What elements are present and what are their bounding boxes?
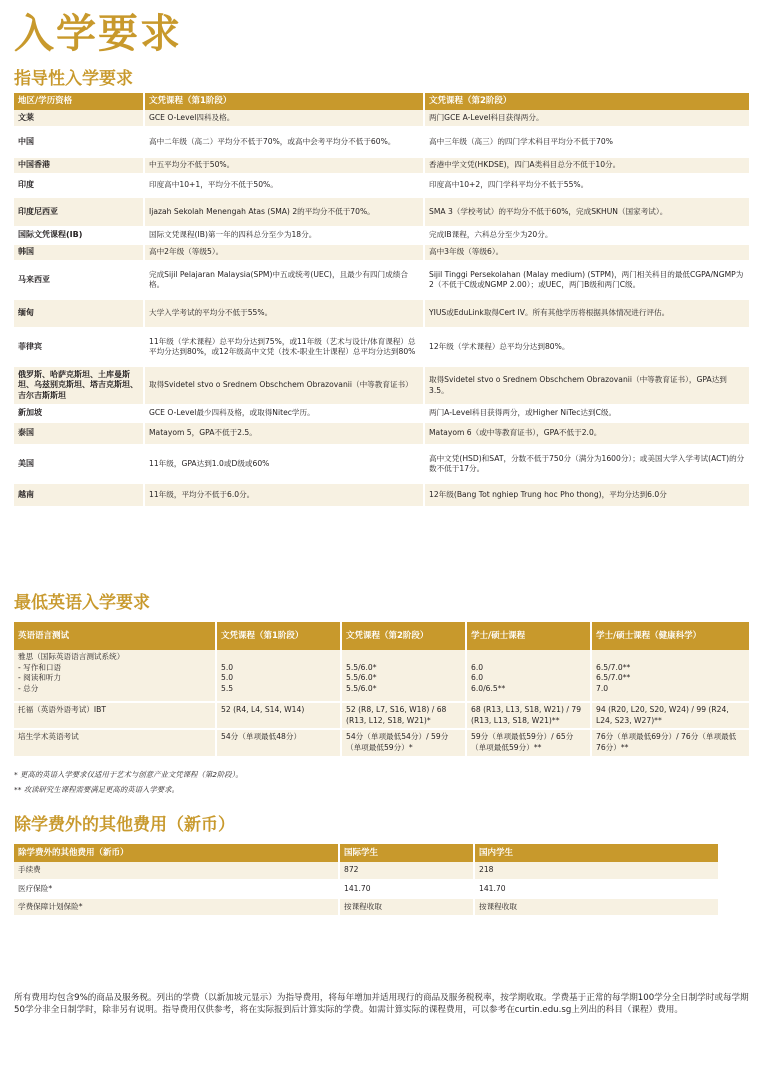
guide-row	[14, 174, 749, 197]
guide-stage2: 高中文凭(HSD)和SAT，分数不低于750分（满分为1600分）；或美国大学入学考试(ACT)的分数不低于17分。	[424, 445, 749, 483]
guide-stage2: 高中三年级（高三）的四门学术科目平均分不低于70%	[424, 127, 749, 157]
guide-stage1: 高中二年级（高二）平均分不低于70%，或高中会考平均分不低于60%。	[144, 127, 424, 157]
guide-stage1: GCE O-Level四科及格。	[144, 110, 424, 127]
guide-row	[14, 483, 749, 507]
english-col-bachelor: 学士/硕士课程	[466, 622, 591, 650]
guide-row	[14, 328, 749, 366]
guide-stage2: 12年级(Bang Tot nghiep Trung hoc Pho thong)，平均分达到6.0分	[424, 483, 749, 507]
guide-stage2: Matayom 6（或中等教育证书），GPA不低于2.0。	[424, 422, 749, 445]
fees-local: 141.70	[474, 880, 718, 898]
guide-region: 中国香港	[14, 157, 144, 174]
guide-stage2: 香港中学文凭(HKDSE)，四门A类科目总分不低于10分。	[424, 157, 749, 174]
fees-table	[14, 844, 718, 917]
guide-row	[14, 422, 749, 445]
fees-heading: 除学费外的其他费用（新币）	[14, 815, 235, 835]
english-note-2: ** 攻读研究生课程需要满足更高的英语入学要求。	[14, 785, 179, 794]
guide-stage1: Ijazah Sekolah Menengah Atas (SMA) 2的平均分不低于70%。	[144, 197, 424, 227]
guide-stage2: 取得Svidetel stvo o Srednem Obschchem Obrazovanii（中等教育证书），GPA达到3.5。	[424, 366, 749, 405]
english-health: 76分（单项最低69分）/ 76分（单项最低76分）**	[591, 729, 749, 757]
english-row	[14, 650, 749, 702]
english-stage1: 54分（单项最低48分）	[216, 729, 341, 757]
english-col-test: 英语语言测试	[14, 622, 216, 650]
guide-region: 文莱	[14, 110, 144, 127]
guide-stage1: 中五平均分不低于50%。	[144, 157, 424, 174]
guide-stage1: 高中2年级（等级5）。	[144, 244, 424, 261]
guide-stage2: YIUS或EduLink取得Cert IV。所有其他学历将根据具体情况进行评估。	[424, 299, 749, 328]
guide-region: 马来西亚	[14, 261, 144, 299]
guide-row	[14, 127, 749, 157]
english-stage1: 52 (R4, L4, S14, W14)	[216, 702, 341, 729]
guide-row	[14, 405, 749, 422]
english-stage2: 5.5/6.0* 5.5/6.0* 5.5/6.0*	[341, 650, 466, 702]
guide-region: 泰国	[14, 422, 144, 445]
english-test: 培生学术英语考试	[14, 729, 216, 757]
guide-heading: 指导性入学要求	[14, 69, 133, 89]
guide-region: 新加坡	[14, 405, 144, 422]
english-note-1: * 更高的英语入学要求仅适用于艺术与创意产业文凭课程（第2阶段）。	[14, 770, 243, 779]
guide-stage2: Sijil Tinggi Persekolahan (Malay medium) (STPM)，两门相关科目的最低CGPA/NGMP为2（不低于C级或NGMP 2.00）；或UEC，两门B级和两门C级。	[424, 261, 749, 299]
fees-local: 218	[474, 862, 718, 880]
english-heading: 最低英语入学要求	[14, 593, 150, 613]
english-col-health: 学士/硕士课程（健康科学）	[591, 622, 749, 650]
english-row	[14, 729, 749, 757]
guide-stage2: 印度高中10+2，四门学科平均分不低于55%。	[424, 174, 749, 197]
guide-col-stage2: 文凭课程（第2阶段）	[424, 93, 749, 110]
guide-stage1: 国际文凭课程(IB)第一年的四科总分至少为18分。	[144, 227, 424, 244]
guide-region: 越南	[14, 483, 144, 507]
guide-stage1: 完成Sijil Pelajaran Malaysia(SPM)中五或统考(UEC)，且最少有四门成绩合格。	[144, 261, 424, 299]
guide-stage1: 11年级，GPA达到1.0或D级或60%	[144, 445, 424, 483]
fees-intl: 141.70	[339, 880, 474, 898]
guide-stage2: 12年级（学术课程）总平均分达到80%。	[424, 328, 749, 366]
english-bachelor: 59分（单项最低59分）/ 65分（单项最低59分）**	[466, 729, 591, 757]
guide-stage1: GCE O-Level最少四科及格，或取得Nitec学历。	[144, 405, 424, 422]
guide-stage1: 大学入学考试的平均分不低于55%。	[144, 299, 424, 328]
english-health: 6.5/7.0** 6.5/7.0** 7.0	[591, 650, 749, 702]
english-col-stage2: 文凭课程（第2阶段）	[341, 622, 466, 650]
fees-item: 手续费	[14, 862, 339, 880]
guide-row	[14, 197, 749, 227]
page-title: 入学要求	[14, 11, 182, 57]
fees-intl: 872	[339, 862, 474, 880]
english-col-stage1: 文凭课程（第1阶段）	[216, 622, 341, 650]
guide-stage1: 11年级，平均分不低于6.0分。	[144, 483, 424, 507]
fees-col-intl: 国际学生	[339, 844, 474, 862]
guide-col-region: 地区/学历资格	[14, 93, 144, 110]
guide-row	[14, 366, 749, 405]
fees-col-local: 国内学生	[474, 844, 718, 862]
guide-row	[14, 110, 749, 127]
guide-region: 韩国	[14, 244, 144, 261]
fees-intl: 按课程收取	[339, 898, 474, 916]
fees-row	[14, 862, 718, 880]
guide-stage1: 取得Svidetel stvo o Srednem Obschchem Obrazovanii（中等教育证书）	[144, 366, 424, 405]
guide-stage2: 完成IB课程，六科总分至少为20分。	[424, 227, 749, 244]
guide-region: 印度	[14, 174, 144, 197]
guide-stage2: 两门A-Level科目获得两分，或Higher NiTec达到C级。	[424, 405, 749, 422]
english-test: 托福（英语外语考试）IBT	[14, 702, 216, 729]
guide-region: 美国	[14, 445, 144, 483]
guide-region: 俄罗斯、哈萨克斯坦、土库曼斯坦、乌兹别克斯坦、塔吉克斯坦、吉尔吉斯斯坦	[14, 366, 144, 405]
guide-row	[14, 261, 749, 299]
english-row	[14, 702, 749, 729]
guide-row	[14, 227, 749, 244]
guide-region: 菲律宾	[14, 328, 144, 366]
fees-row	[14, 880, 718, 898]
fees-col-item: 除学费外的其他费用（新币）	[14, 844, 339, 862]
guide-row	[14, 445, 749, 483]
english-stage2: 54分（单项最低54分）/ 59分（单项最低59分）*	[341, 729, 466, 757]
english-table	[14, 622, 749, 758]
guide-row	[14, 244, 749, 261]
fees-row	[14, 898, 718, 916]
guide-table	[14, 93, 749, 508]
guide-region: 中国	[14, 127, 144, 157]
guide-stage2: 高中3年级（等级6）。	[424, 244, 749, 261]
guide-region: 国际文凭课程(IB)	[14, 227, 144, 244]
fees-item: 学费保障计划保险*	[14, 898, 339, 916]
fees-item: 医疗保险*	[14, 880, 339, 898]
guide-stage1: Matayom 5，GPA不低于2.5。	[144, 422, 424, 445]
guide-col-stage1: 文凭课程（第1阶段）	[144, 93, 424, 110]
guide-region: 印度尼西亚	[14, 197, 144, 227]
english-stage1: 5.0 5.0 5.5	[216, 650, 341, 702]
guide-stage1: 11年级（学术课程）总平均分达到75%，或11年级（艺术与设计/体育课程）总平均分达到80%，或12年级高中文凭（技术-职业生计课程）总平均分达到80%	[144, 328, 424, 366]
english-bachelor: 6.0 6.0 6.0/6.5**	[466, 650, 591, 702]
guide-stage1: 印度高中10+1，平均分不低于50%。	[144, 174, 424, 197]
guide-row	[14, 157, 749, 174]
guide-stage2: SMA 3（学校考试）的平均分不低于60%，完成SKHUN（国家考试）。	[424, 197, 749, 227]
english-stage2: 52 (R8, L7, S16, W18) / 68 (R13, L12, S18, W21)*	[341, 702, 466, 729]
english-test: 雅思（国际英语语言测试系统） - 写作和口语 - 阅读和听力 - 总分	[14, 650, 216, 702]
english-health: 94 (R20, L20, S20, W24) / 99 (R24, L24, S23, W27)**	[591, 702, 749, 729]
footer-note: 所有费用均包含9%的商品及服务税。列出的学费（以新加坡元显示）为指导费用，将每年增加并适用现行的商品及服务税税率，按学期收取。学费基于正常的每学期100学分全日制学时或每学期50学分非全日制学时，除非另有说明。指导费用仅供参考，将在实际报到后计算实际的学费。如需计算实际的课程费用，可以参考在curtin.edu.sg上列出的科目（课程）费用。	[14, 993, 749, 1015]
english-bachelor: 68 (R13, L13, S18, W21) / 79 (R13, L13, S18, W21)**	[466, 702, 591, 729]
guide-row	[14, 299, 749, 328]
guide-stage2: 两门GCE A-Level科目获得两分。	[424, 110, 749, 127]
guide-region: 缅甸	[14, 299, 144, 328]
fees-local: 按课程收取	[474, 898, 718, 916]
